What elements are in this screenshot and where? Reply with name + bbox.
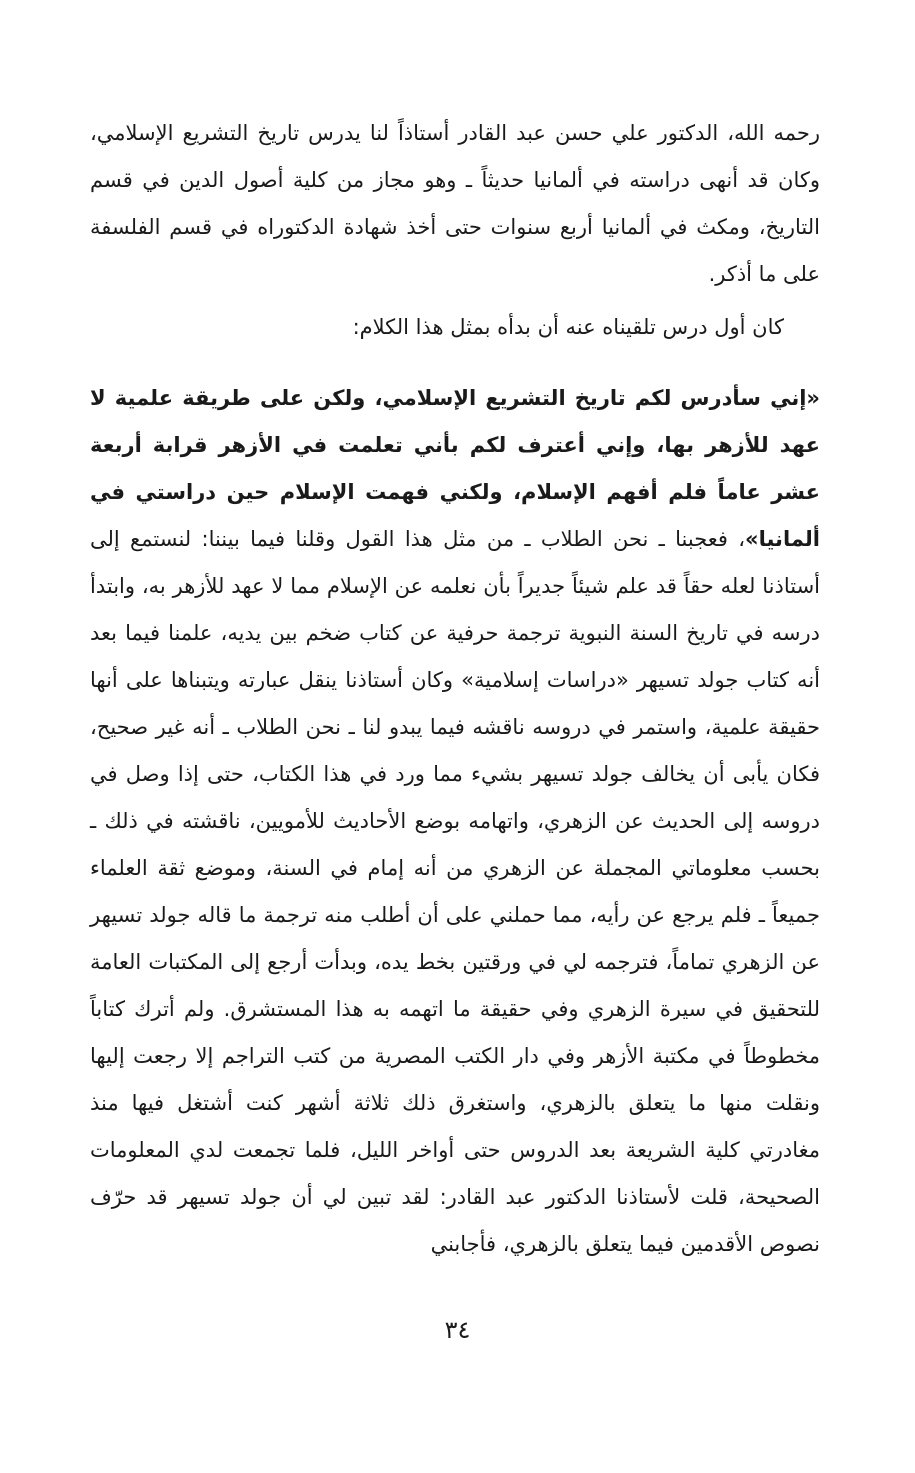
paragraph-main bbox=[90, 375, 820, 1268]
page-number: ٣٤ bbox=[444, 1316, 471, 1344]
paragraph-intro: رحمه الله، الدكتور علي حسن عبد القادر أستاذاً لنا يدرس تاريخ التشريع الإسلامي، وكان قد أنهى دراسته في ألمانيا حديثاً ـ وهو مجاز من كلية أصول الدين في قسم التاريخ، ومكث في ألمانيا أربع سنوات حتى أخذ شهادة الدكتوراه في قسم الفلسفة على ما أذكر. bbox=[90, 121, 820, 286]
paragraph-first-lesson: كان أول درس تلقيناه عنه أن بدأه بمثل هذا الكلام: bbox=[352, 315, 784, 339]
quote-bold: «إني سأدرس لكم تاريخ التشريع الإسلامي، ولكن على طريقة علمية لا عهد للأزهر بها، وإني أعترف لكم بأني تعلمت في الأزهر قرابة أربعة عشر عاماً فلم أفهم الإسلام، ولكني فهمت الإسلام حين دراستي في ألمانيا» bbox=[90, 386, 820, 551]
paragraph-main-rest: ، فعجبنا ـ نحن الطلاب ـ من مثل هذا القول وقلنا فيما بيننا: لنستمع إلى أستاذنا لعله حقاً قد علم شيئاً جديراً بأن نعلمه عن الإسلام مما لا عهد للأزهر به، وابتدأ درسه في تاريخ السنة النبوية ترجمة حرفية عن كتاب ضخم بين يديه، علمنا فيما بعد أنه كتاب جولد تسيهر «دراسات إسلامية» وكان أستاذنا ينقل عبارته ويتبناها على أنها حقيقة علمية، واستمر في دروسه ناقشه فيما يبدو لنا ـ نحن الطلاب ـ أنه غير صحيح، فكان يأبى أن يخالف جولد تسيهر بشيء مما ورد في هذا الكتاب، حتى إذا وصل في دروسه إلى الحديث عن الزهري، واتهامه بوضع الأحاديث للأمويين، ناقشته في ذلك ـ بحسب معلوماتي المجملة عن الزهري من أنه إمام في السنة، وموضع ثقة العلماء جميعاً ـ فلم يرجع عن رأيه، مما حملني على أن أطلب منه ترجمة ما قاله جولد تسيهر عن الزهري تماماً، فترجمه لي في ورقتين بخط يده، وبدأت أرجع إلى المكتبات العامة للتحقيق في سيرة الزهري وفي حقيقة ما اتهمه به هذا المستشرق. ولم أترك كتاباً مخطوطاً في مكتبة الأزهر وفي دار الكتب المصرية من كتب التراجم إلا رجعت إليها ونقلت منها ما يتعلق بالزهري، واستغرق ذلك ثلاثة أشهر كنت أشتغل فيها منذ مغادرتي كلية الشريعة بعد الدروس حتى أواخر الليل، فلما تجمعت لدي المعلومات الصحيحة، قلت لأستاذنا الدكتور عبد القادر: لقد تبين لي أن جولد تسيهر قد حرّف نصوص الأقدمين فيما يتعلق بالزهري، فأجابني bbox=[90, 527, 820, 1256]
